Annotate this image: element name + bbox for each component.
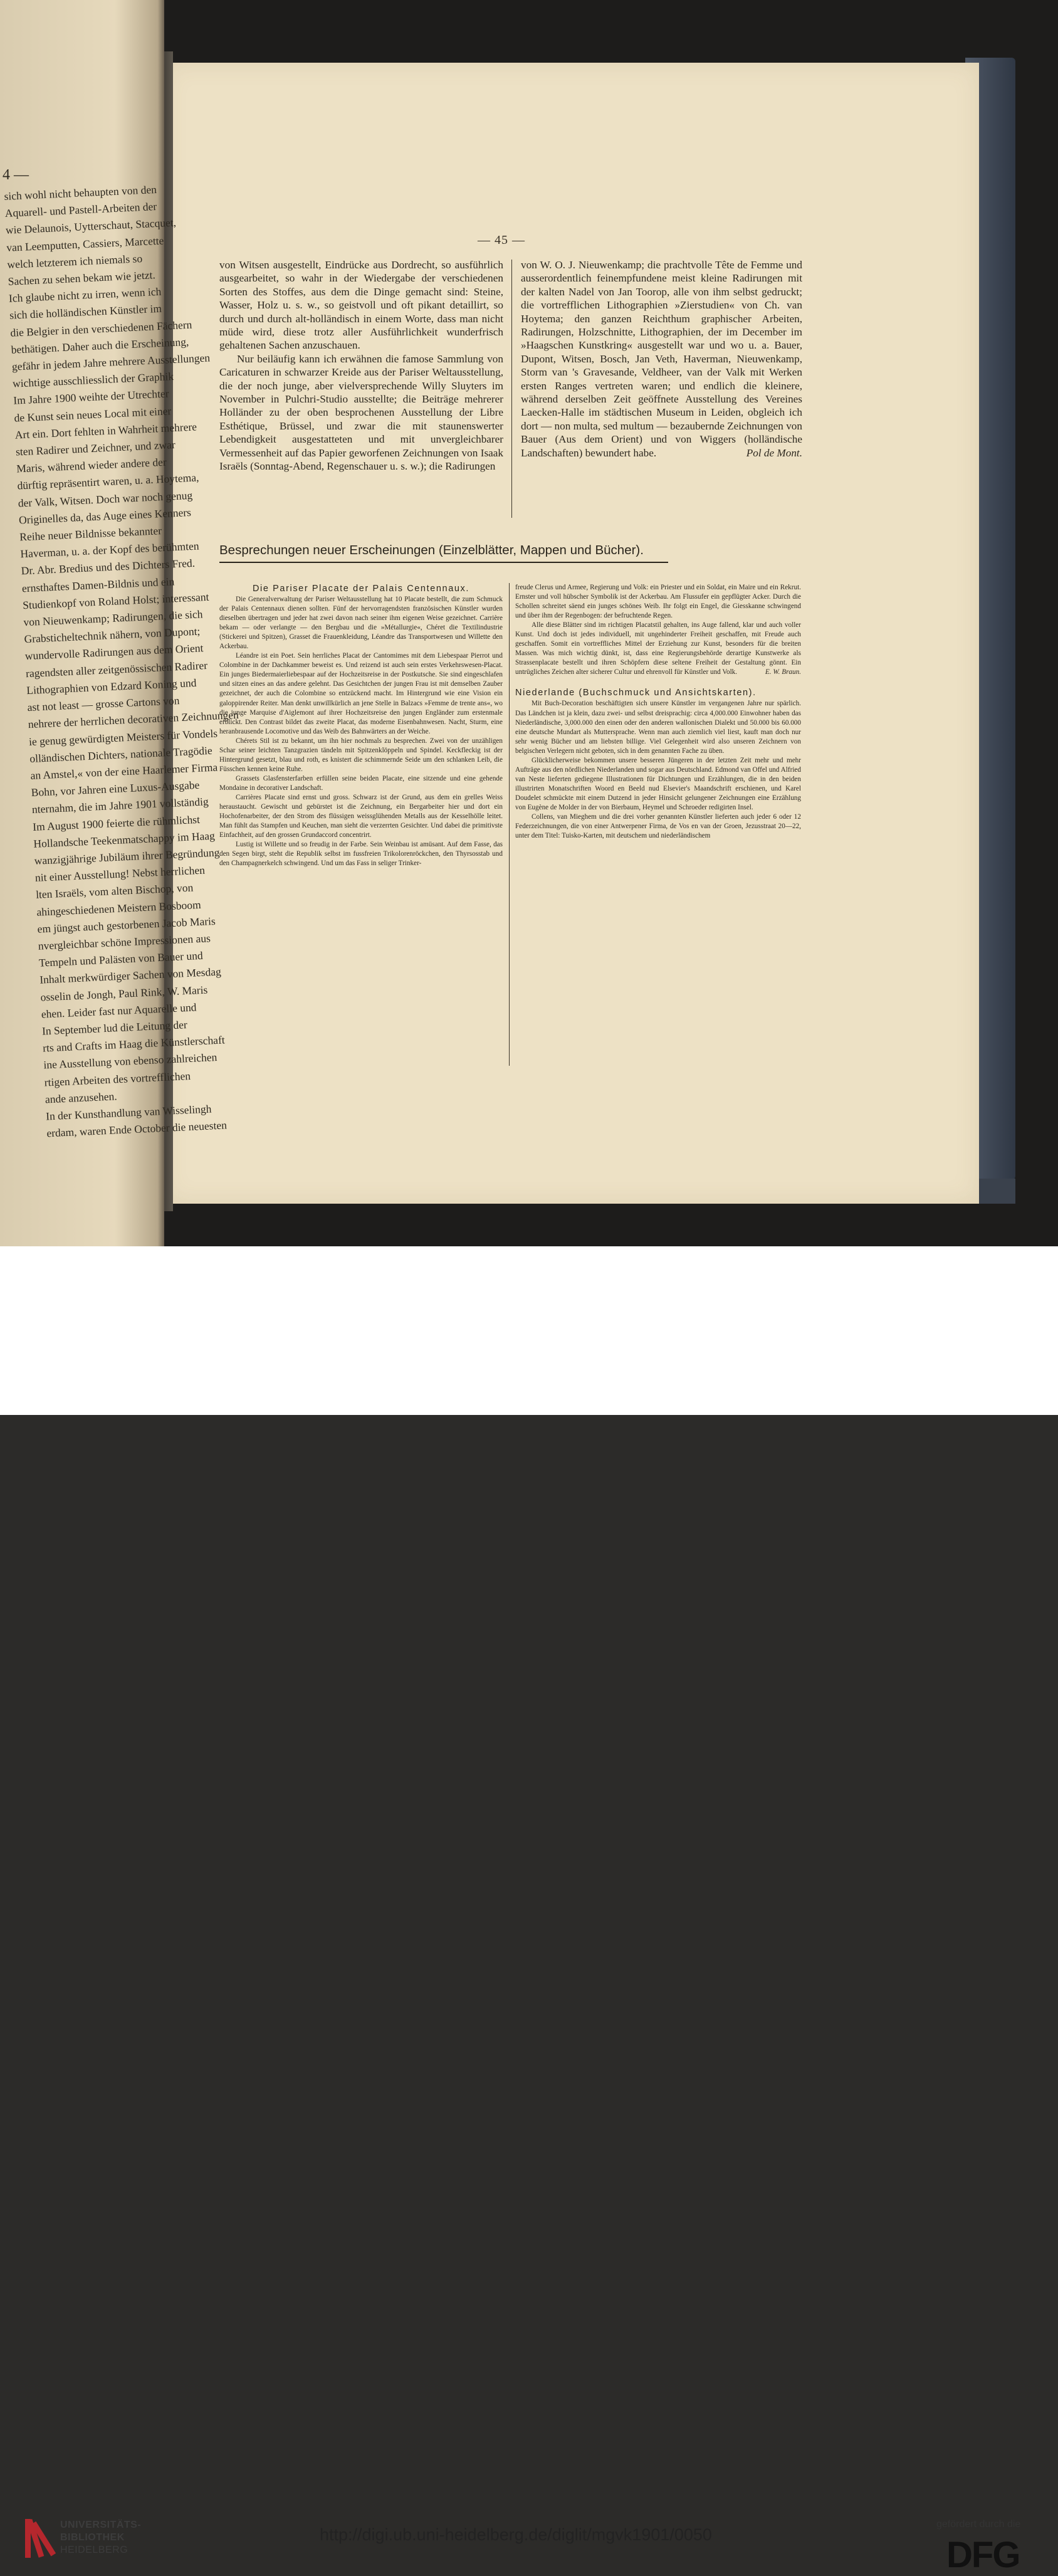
previous-page-line: Hollandsche Teekenmatschappy im Haag	[33, 829, 216, 850]
library-name-line: HEIDELBERG	[60, 2545, 128, 2555]
previous-page-line: sich die holländischen Künstler im	[9, 302, 162, 322]
previous-page-line: wanzigjährige Jubiläum ihrer Begründung	[34, 846, 220, 867]
author-signature: E. W. Braun.	[765, 668, 801, 676]
lower-right-column	[515, 583, 801, 841]
university-library-name	[60, 2519, 141, 2557]
previous-page-line: Art ein. Dort fehlten in Wahrheit mehrere	[14, 420, 197, 441]
previous-page-line: van Leemputten, Cassiers, Marcette	[6, 234, 164, 254]
library-name-line: BIBLIOTHEK	[60, 2532, 125, 2543]
viewer-footer	[0, 1246, 1058, 2575]
previous-page-line: Sachen zu sehen bekam wie jetzt.	[8, 268, 156, 288]
previous-page-line: Tempeln und Palästen von Bauer und	[38, 949, 204, 969]
paragraph: von Witsen ausgestellt, Eindrücke aus Dordrecht, so ausführlich ausgearbeitet, so wahr in der Wiedergabe der verschiedenen Sorten des Stoffes, aus dem die Dinge gemacht sind: Steine, Wasser, Holz u. s. w., so geistvoll und oft pikant detaillirt, so durch und durch alt-holländisch in einem Worte, dass man nicht müde wird, diese trotz aller Ausführlichkeit wunderfrisch gehaltenen Sachen anzuschauen.	[219, 259, 503, 352]
previous-page-line: der Valk, Witsen. Doch war noch genug	[18, 488, 193, 510]
heading-rule	[219, 562, 668, 563]
previous-page-line: dürftig repräsentirt waren, u. a. Hoytema,	[17, 471, 199, 492]
article-title: Niederlande (Buchschmuck und Ansichtskarten).	[515, 688, 757, 698]
previous-page-line: ie genug gewürdigten Meisters für Vondels	[28, 726, 218, 748]
paragraph: freude Clerus und Armee, Regierung und Volk: ein Priester und ein Soldat, ein Maire und ein Rekrut. Ernster und voll hübscher Symbolik ist der Ackerbau. Am Flussufer ein gepflügter Acker. Durch die Schollen schreitet säend ein junges schönes Weib. Ihr folgt ein Engel, die Giesskanne schwingend und über ihm der Regenbogen: der befruchtende Regen.	[515, 584, 801, 620]
previous-page-line: Originelles da, das Auge eines Kenners	[18, 505, 192, 527]
previous-page-line: gefähr in jedem Jahre mehrere Ausstellungen	[11, 351, 211, 373]
paragraph: Mit Buch-Decoration beschäftigten sich unsere Künstler im vergangenen Jahre nur spärlich. Das Ländchen ist ja klein, dazu zwei- und selbst dreisprachig: circa 4,000.000 Einwohner haben das Niederländische, 3,000.000 den einen oder den anderen wallonischen Dialekt und 50.000 bis 60.000 eine deutsche Mundart als Muttersprache. Wenn man auch ziemlich viel liest, kauft man doch nur sehr wenig Bücher und am liebsten billige. Viel Gelegenheit wird also unseren Zeichnern von belgischen Verlegern nicht geboten, sich in dem genannten Fache zu üben.	[515, 700, 801, 755]
paragraph: Grassets Glasfensterfarben erfüllen seine beiden Placate, eine sitzende und eine gehende Mondaine in decorativer Landschaft.	[219, 774, 503, 792]
scan-area	[0, 0, 1058, 1246]
previous-page-line: rts and Crafts im Haag die Künstlerschaft	[42, 1033, 226, 1054]
previous-page-line: lten Israëls, vom alten Bischop, von	[35, 881, 194, 902]
paragraph: Die Generalverwaltung der Pariser Weltausstellung hat 10 Placate bestellt, die zum Schmuck der Palais Centennaux dienen sollten. Fünf der hervorragendsten französischen Künstler wurden dieselben übertragen und jeder hat zwei davon nach seiner ihm eigenen Weise gezeichnet. Carrière bekam — oder verlangte — den Bergbau und die »Métallurgie«, Chéret die Textilindustrie (Stickerei und Spitzen), Grasset die Frauenkleidung, Léandre das Transportwesen und Willette den Ackerbau.	[219, 596, 503, 651]
permalink-url[interactable]: http://digi.ub.uni-heidelberg.de/diglit/mgvk1901/0050	[320, 2525, 712, 2544]
paragraph-text: von W. O. J. Nieuwenkamp; die prachtvolle Tête de Femme und ausserordentlich feinempfundene meist kleine Radirungen mit der kalten Nadel von Jan Toorop, alle von ihm selbst gedruckt; die vortrefflichen Lithographien »Zierstudien« von Ch. van Hoytema; den ganzen Reichthum graphischer Arbeiten, Radirungen, Holzschnitte, Lithographien, der im December im »Haagschen Kunstkring« ausgestellt war und wo u. a. Bauer, Dupont, Witsen, Bosch, Jan Veth, Haverman, Nieuwenkamp, Storm van 's Gravesande, Veldheer, van der Valk mit Werken ersten Ranges vertreten waren; und endlich die kleinere, während derselben Zeit geöffnete Ausstellung des Vereines Laecken-Halle im städtischen Museum in Leiden, obgleich ich dort — non multa, sed multum — bezaubernde Zeichnungen von Bauer (Aus dem Orient) und von Wiggers (holländische Landschaften) bewundert habe.	[521, 259, 802, 459]
previous-page-line: welch letzterem ich niemals so	[7, 251, 143, 271]
previous-page-line: erdam, waren Ende October die neuesten	[46, 1118, 228, 1140]
previous-page-line: die Belgier in den verschiedenen Fächern	[10, 318, 192, 339]
previous-page-number: 4 —	[3, 167, 29, 183]
previous-page-line: de Kunst sein neues Local mit einer	[14, 404, 172, 424]
previous-page-line: ernsthaftes Damen-Bildnis und ein	[21, 574, 175, 595]
previous-page-line: nternahm, die im Jahre 1901 vollständig	[31, 795, 209, 816]
previous-page-line: Bohn, vor Jahren eine Luxus-Ausgabe	[31, 778, 200, 799]
funding-caption: gefördert durch die	[936, 2519, 1021, 2530]
previous-page-line: Aquarell- und Pastell-Arbeiten der	[4, 200, 157, 220]
section-heading: Besprechungen neuer Erscheinungen (Einzelblätter, Mappen und Bücher).	[219, 543, 644, 557]
lower-left-column	[219, 583, 503, 868]
previous-page-line: Im Jahre 1900 weihte der Utrechter	[13, 387, 169, 407]
previous-page-line: ine Ausstellung von ebenso zahlreichen	[43, 1051, 217, 1071]
previous-page-line: Inhalt merkwürdiger Sachen von Mesdag	[39, 965, 222, 987]
previous-page-line: Studienkopf von Roland Holst; interessant	[22, 590, 209, 612]
library-name-line: UNIVERSITÄTS-	[60, 2520, 142, 2530]
previous-page-line: osselin de Jongh, Paul Rink, W. Maris	[40, 983, 208, 1004]
paragraph: Nur beiläufig kann ich erwähnen die famose Sammlung von Caricaturen in schwarzer Kreide aus der Pariser Weltausstellung, die der noch junge, aber vielversprechende Willy Sluyters im November in Pulchri-Studio ausstellte; die Beiträge mehrerer Holländer zu der oben besprochenen Ausstellung der Libre Esthétique, Brüssel, und zwar die mit staunenswerter Lebendigkeit ausgestatteten und mit unvergleichbarer Vermessenheit auf das Papier geworfenen Zeichnungen von Isaak Israëls (Sonntag-Abend, Regenschauer u. s. w.); die Radirungen	[219, 352, 503, 473]
paragraph: Léandre ist ein Poet. Sein herrliches Placat der Cantomimes mit dem Liebespaar Pierrot und Colombine in der Dachkammer beweist es. Und reizend ist auch sein erstes Verkehrswesen-Placat. Ein junges Biedermaierliebespaar auf der Hochzeitsreise in der Postkutsche. Sie sind eingeschlafen und sitzen eines an das andere gelehnt. Das Gesichtchen der jungen Frau ist mit demselben Zauber gezeichnet, der auch die Colombine so entzückend macht. Im Hintergrund wie eine Vision ein galoppirender Reiter. Man denkt unwillkürlich an jene Stelle in Balzacs »Femme de trente ans«, wo die junge Marquise d'Aiglemont auf ihrer Hochzeitsreise den jungen Engländer zum erstenmale erblickt. Den Contrast bildet das zweite Placat, das moderne Eisenbahnwesen. Nacht, Sturm, eine heranbrausende Locomotive und das Weib des Bahnwärters an der Weiche.	[219, 652, 503, 735]
column-divider	[511, 260, 512, 518]
paragraph: Lustig ist Willette und so freudig in der Farbe. Sein Weinbau ist amüsant. Auf dem Fasse, das den Segen birgt, steht die Republik selbst im fussfreien Trikolorenröckchen, den Thyrsosstab und den Champagnerkelch schwingend. Und um das Fass in seliger Trinker-	[219, 841, 503, 868]
previous-page-line: sten Radirer und Zeichner, und zwar	[15, 438, 176, 458]
previous-page-line: wie Delaunois, Uytterschaut, Stacquet,	[5, 216, 177, 237]
previous-page-line: nit einer Ausstellung! Nebst herrlichen	[34, 863, 206, 884]
previous-page-line: rtigen Arbeiten des vortrefflichen	[44, 1069, 191, 1089]
paragraph: Collens, van Mieghem und die drei vorher genannten Künstler lieferten auch jeder 6 oder 12 Federzeichnungen, die von einer Antwerpener Firma, de Vos en van der Groen, Jezusstraat 20—22, unter dem Titel: Tuisko-Karten, mit deutschem und niederländischem	[515, 813, 801, 840]
upper-right-column	[521, 258, 802, 460]
previous-page-line: ehen. Leider fast nur Aquarelle und	[41, 1001, 197, 1021]
previous-page-line: wundervolle Radirungen aus dem Orient	[24, 641, 204, 663]
paragraph	[515, 621, 801, 677]
previous-page-line: Grabsticheltechnik nähern, von Dupont;	[24, 624, 201, 646]
previous-page-line: olländischen Dichters, nationale Tragödie	[29, 744, 213, 765]
previous-page-line: Haverman, u. a. der Kopf des berühmten	[20, 539, 199, 560]
previous-page-line: Im August 1900 feierte die rühmlichst	[32, 812, 201, 833]
paragraph-text: Alle diese Blätter sind im richtigen Placatstil gehalten, ins Auge fallend, klar und auch voller Kunst. Und doch ist jedes individuell, mit ungehinderter Freiheit geschaffen, mit Freude auch geschaffen. Somit ein vortreffliches Mittel der Erziehung zur Kunst, besonders für die breiten Massen. Was mich wichtig dünkt, ist, dass eine Regierungsbehörde derartige Kunstwerke als Strassenplacate bestellt und ihren Schöpfern diese seltene Freiheit der Gestaltung gönnt. Ein untrügliches Zeichen alter sicherer Cultur und ehrenvoll für Künstler und Volk.	[515, 621, 801, 676]
previous-page-line: bethätigen. Daher auch die Erscheinung,	[11, 335, 189, 356]
previous-page-line: ast not least — grosse Cartons von	[27, 694, 180, 714]
previous-page-line: In der Kunsthandlung van Wisselingh	[45, 1102, 212, 1123]
previous-page-line: wichtige ausschliesslich der Graphik	[12, 370, 174, 390]
previous-page-line: Reihe neuer Bildnisse bekannter	[19, 524, 162, 544]
previous-page-line: Ich glaube nicht zu irren, wenn ich	[8, 285, 162, 305]
page-number: — 45 —	[478, 233, 525, 247]
previous-page-line: ande anzusehen.	[45, 1090, 117, 1106]
article-title: Die Pariser Placate der Palais Centennaux.	[252, 584, 470, 594]
previous-page-line: von Nieuwenkamp; Radirungen, die sich	[23, 607, 203, 629]
previous-page-line: Lithographien von Edzard Koning und	[26, 676, 197, 697]
previous-page-line: Maris, während wieder andere der	[16, 455, 167, 475]
university-library-logo-icon	[24, 2516, 53, 2560]
paragraph: Carrières Placate sind ernst und gross. Schwarz ist der Grund, aus dem ein grelles Weiss heraustaucht. Gewischt und gebürstet ist die Zeichnung, ein Bergarbeiter hier und dort ein Hochofenarbeiter, der den Strom des flüssigen weissglühenden Metalls aus der Kesselhölle leitet. Man fühlt das Stampfen und Keuchen, man sieht die verzerrten Gesichter. Und dabei die primitivste Einfachheit, auf den grossen Grundaccord concentrirt.	[219, 793, 503, 839]
paragraph	[521, 258, 802, 460]
previous-page-line: In September lud die Leitung der	[41, 1018, 188, 1038]
previous-page-line: nvergleichbar schöne Impressionen aus	[38, 932, 211, 952]
previous-page-line: ahingeschiedenen Meistern Bosboom	[36, 898, 202, 918]
previous-page-line: ragendsten aller zeitgenössischen Radirer	[25, 658, 208, 680]
paragraph: Chérets Stil ist zu bekannt, um ihn hier nochmals zu besprechen. Zwei von der unzähligen Schar seiner leichten Tanzgrazien tändeln mit Spitzenklöppeln und Spindel. Keckfleckig ist der Hintergrund gesetzt, blau und roth, es knistert die schimmernde Seide um den schlanken Leib, die Füsschen kennen keine Ruhe.	[219, 737, 503, 773]
paragraph: Glücklicherweise bekommen unsere besseren Jüngeren in der letzten Zeit mehr und mehr Aufträge aus den nördlichen Niederlanden und sogar aus Deutschland. Edmond van Offel und Alfried van Neste lieferten gediegene Illustrationen für Dichtungen und Erzählungen, die in den beiden illustrirten Monatschriften Woord en Beeld nud Elsevier's Maandschrift erschienen, und Karel Doudelet schmückte mit einem Dutzend in jeder Hinsicht gelungener Zeichnungen eine Erzählung von Eugène de Molder in der von Bierbaum, Heymel und Schroeder redigirten Insel.	[515, 756, 801, 811]
upper-left-column	[219, 258, 503, 473]
column-divider	[509, 583, 510, 1066]
previous-page	[0, 0, 239, 1246]
author-signature: Pol de Mont.	[746, 446, 802, 459]
previous-page-line: em jüngst auch gestorbenen Jacob Maris	[37, 914, 216, 935]
previous-page-line: sich wohl nicht behaupten von den	[4, 182, 157, 202]
dfg-logo: DFG	[946, 2535, 1020, 2575]
previous-page-line: Dr. Abr. Bredius und des Dichters Fred.	[21, 557, 196, 577]
previous-page-line: nehrere der herrlichen decorativen Zeichnungen	[28, 708, 239, 731]
previous-page-line: an Amstel,« von der eine Haarlemer Firma	[30, 760, 218, 782]
